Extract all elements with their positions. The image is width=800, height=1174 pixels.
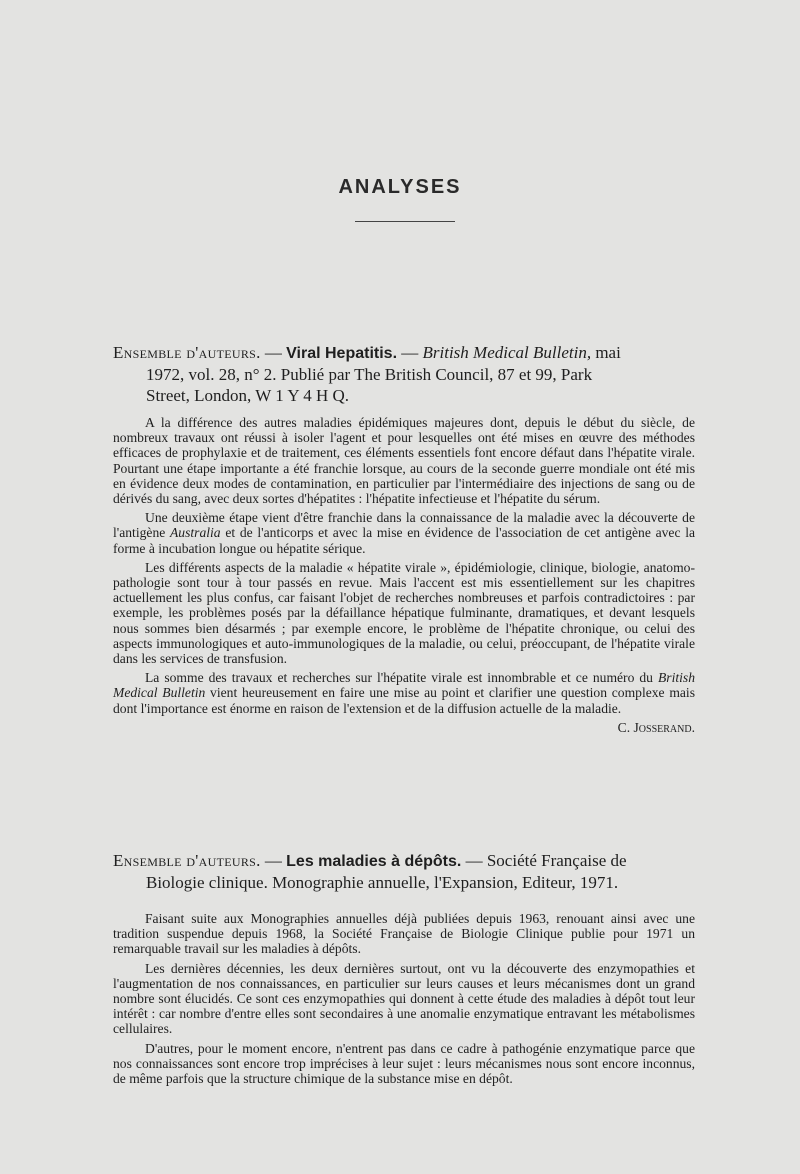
- review1-p2-text-b: et de l'anticorps et avec la mise en évidence de l'association de cet antigène avec la forme à incubation longue ou hépatite sérique.: [113, 525, 696, 556]
- review1-p4-italic: British Medical Bulletin: [113, 670, 695, 701]
- review1-p4-text-b: vient heureusement en faire une mise au point et clarifier une question complexe mais dont l'importance est énorme en raison de l'extension et de la diffusion actuelle de la maladie.: [113, 685, 695, 716]
- title-underline: [355, 221, 455, 222]
- review1-ref-line3: Street, London, W 1 Y 4 H Q.: [146, 386, 350, 405]
- section-title: ANALYSES: [338, 176, 462, 198]
- review1-ref-line2: 1972, vol. 28, n° 2. Publié par The British Council, 87 et 99, Park: [146, 365, 593, 384]
- review1-body: [113, 415, 695, 735]
- review1-paragraph-4: [113, 670, 695, 716]
- review2-ref-line2: Biologie clinique. Monographie annuelle, l'Expansion, Editeur, 1971.: [146, 873, 619, 892]
- review2-authors: Ensemble d'auteurs.: [113, 851, 261, 870]
- review1-paragraph-2: [113, 510, 695, 556]
- review2-reference: [113, 850, 695, 893]
- review1-paragraph-3: Les différents aspects de la maladie « hépatite virale », épidémiologie, clinique, biologie, anatomo-pathologie sont tour à tour passés en revue. Mais l'accent est mis essentiellement sur les chapitres actuellement les plus confus, car faisant l'objet de recherches nombreuses et parfois contradictoires : par exemple, les problèmes posés par la défaillance hépatique fulminante, dramatiques, et devant lesquels nous sommes bien désarmés ; par exemple encore, le problème de l'hépatite chronique, ou celui des aspects immunologiques et auto-immunologiques de la maladie, ou celui, préoccupant, de l'hépatite virale dans les services de transfusion.: [113, 559, 695, 667]
- review2-paragraph-2: Les dernières décennies, les deux dernières surtout, ont vu la découverte des enzymopathies et l'augmentation de nos connaissances, en particulier sur leurs causes et leurs mécanismes dont un grand nombre sont élucidés. Ce sont ces enzymopathies qui donnent à cette étude des maladies à dépôt tout leur intérêt : car nombre d'entre elles sont secondaires à une anomalie enzymatique entravant les métabolismes cellulaires.: [113, 960, 695, 1037]
- review1-p2-text-a: Une deuxième étape vient d'être franchie dans la connaissance de la maladie avec la découverte de l'antigène: [113, 510, 695, 541]
- review1-authors: Ensemble d'auteurs.: [113, 343, 261, 362]
- review1-paragraph-1: A la différence des autres maladies épidémiques majeures dont, depuis le début du siècle, de nombreux travaux ont réussi à isoler l'agent et pour lesquelles ont été mises en œuvre des méthodes efficaces de prophylaxie et de traitement, ces éléments essentiels font encore défaut dans l'hépatite virale. Pourtant une étape importante a été franchie lorsque, au cours de la seconde guerre mondiale ont été mis en évidence deux modes de contamination, en particulier par l'intermédiaire des injections de sang ou de dérivés du sang, avec deux sortes d'hépatites : l'hépatite infectieuse et l'hépatite du sérum.: [113, 415, 695, 507]
- review1-reference: [113, 342, 695, 406]
- review1-p2-italic: Australia: [170, 525, 221, 541]
- review2-ref-tail: Société Française de: [486, 851, 627, 870]
- review2-paragraph-1: Faisant suite aux Monographies annuelles déjà publiées depuis 1963, renouant ainsi avec une tradition suspendue depuis 1968, la Société Française de Biologie Clinique publie pour 1971 un remarquable travail sur les maladies à dépôts.: [113, 911, 695, 957]
- review2-ref-line1: [113, 850, 695, 872]
- review1-p4-text-a: La somme des travaux et recherches sur l'hépatite virale est innombrable et ce numéro du: [145, 670, 658, 686]
- review2-paragraph-3: D'autres, pour le moment encore, n'entrent pas dans ce cadre à pathogénie enzymatique parce que nos connaissances sont encore trop imprécises à leur sujet : leurs mécanismes nous sont encore inconnus, de même parfois que la structure chimique de la substance mise en dépôt.: [113, 1040, 695, 1087]
- review2-title: Les maladies à dépôts.: [286, 853, 462, 870]
- review2-body: [113, 911, 695, 1090]
- review1-dash2: —: [397, 343, 423, 362]
- review2-dash2: —: [461, 851, 487, 870]
- review1-title: Viral Hepatitis.: [286, 345, 398, 362]
- review1-signature: C. Josserand.: [617, 719, 695, 735]
- review1-dash1: —: [260, 343, 287, 362]
- review1-ref-tail: mai: [591, 343, 621, 362]
- review1-ref-line1: [113, 342, 695, 364]
- review2-dash1: —: [260, 851, 287, 870]
- review1-journal: British Medical Bulletin,: [422, 343, 592, 362]
